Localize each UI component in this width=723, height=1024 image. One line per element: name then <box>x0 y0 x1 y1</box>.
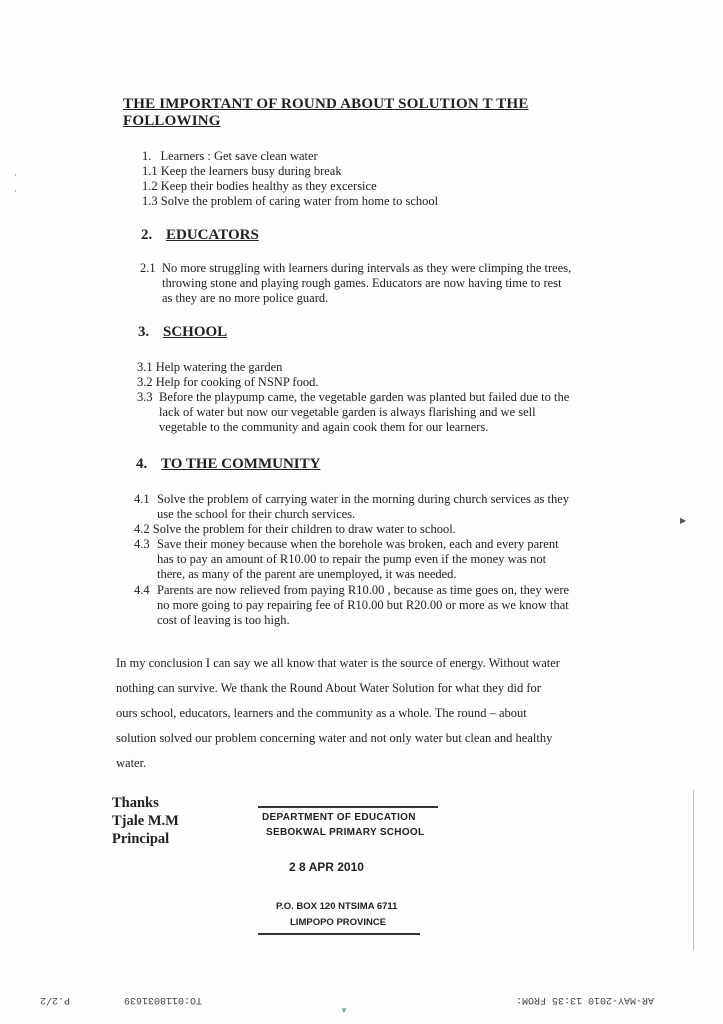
item-text: Learners : Get save clean water <box>160 149 318 163</box>
item-text: Keep their bodies healthy as they excersice <box>160 179 377 193</box>
conclusion-line: solution solved our problem concerning water and not only water but clean and healthy <box>116 731 553 745</box>
scan-dot: · <box>14 170 17 180</box>
document-title: THE IMPORTANT OF ROUND ABOUT SOLUTION T THE FOLLOWING <box>123 96 529 129</box>
item-line: has to pay an amount of R10.00 to repair the pump even if the money was not <box>157 552 547 566</box>
item-text: Solve the problem of caring water from home to school <box>160 194 439 208</box>
item-line: as they are no more police guard. <box>162 291 329 305</box>
item-number: 3.3 <box>137 390 153 404</box>
item-number: 1.3 <box>142 194 158 208</box>
list-item <box>140 261 156 276</box>
item-number: 1.2 <box>142 179 158 193</box>
stamp-date: 2 8 APR 2010 <box>289 860 364 874</box>
conclusion-line: nothing can survive. We thank the Round About Water Solution for what they did for <box>116 681 541 695</box>
item-number: 1.1 <box>142 164 158 178</box>
section-number: 4. <box>136 456 148 472</box>
item-text: Help watering the garden <box>155 360 283 374</box>
scan-triangle-icon: ▼ <box>340 1006 348 1015</box>
item-text: Solve the problem for their children to draw water to school. <box>152 522 456 536</box>
item-line: Parents are now relieved from paying R10.00 , because as time goes on, they were <box>157 583 570 597</box>
section-title: SCHOOL <box>163 324 228 340</box>
item-number: 4.4 <box>134 583 150 597</box>
item-number: 4.1 <box>134 492 150 506</box>
list-item <box>137 360 282 375</box>
conclusion-line: ours school, educators, learners and the community as a whole. The round – about <box>116 706 527 720</box>
list-item <box>137 375 318 390</box>
fax-timestamp: AR-MAY-2010 13:35 FROM: <box>516 994 655 1005</box>
section-heading-educators <box>141 227 259 244</box>
section-heading-school <box>138 324 227 341</box>
list-item <box>142 179 377 194</box>
scan-arrow-icon: ▶ <box>680 516 687 525</box>
item-line: throwing stone and playing rough games. Educators are now having time to rest <box>162 276 562 290</box>
section-number: 3. <box>138 324 150 340</box>
item-text: Help for cooking of NSNP food. <box>155 375 319 389</box>
list-item <box>137 390 153 405</box>
stamp-province: LIMPOPO PROVINCE <box>290 917 387 928</box>
conclusion-line: In my conclusion I can say we all know that water is the source of energy. Without water <box>116 656 560 670</box>
fax-page-number: P.2/2 <box>40 994 71 1005</box>
item-line: Save their money because when the borehole was broken, each and every parent <box>157 537 559 551</box>
scan-dot: · <box>14 186 17 196</box>
signature-name: Tjale M.M <box>112 813 179 829</box>
section-title: TO THE COMMUNITY <box>161 456 321 472</box>
item-line: lack of water but now our vegetable garden is always flarishing and we sell <box>159 405 536 419</box>
item-line: Solve the problem of carrying water in the morning during church services as they <box>157 492 570 506</box>
signature-block <box>112 794 179 848</box>
stamp-school: SEBOKWAL PRIMARY SCHOOL <box>266 827 425 838</box>
list-item <box>142 149 318 164</box>
conclusion-line: water. <box>116 756 147 770</box>
signature-role: Principal <box>112 831 170 847</box>
stamp-rule <box>258 806 438 808</box>
item-text: Keep the learners busy during break <box>160 164 342 178</box>
list-item <box>142 164 342 179</box>
item-line: vegetable to the community and again cook them for our learners. <box>159 420 489 434</box>
item-number: 3.1 <box>137 360 153 374</box>
stamp-department: DEPARTMENT OF EDUCATION <box>262 812 416 823</box>
item-number: 4.2 <box>134 522 150 536</box>
list-item <box>134 537 150 552</box>
stamp-rule <box>258 933 420 935</box>
section-number: 2. <box>141 227 153 243</box>
item-number: 4.3 <box>134 537 150 551</box>
list-item <box>142 194 438 209</box>
section-heading-community <box>136 456 320 473</box>
list-item <box>134 583 150 598</box>
section-title: EDUCATORS <box>166 227 259 243</box>
item-line: No more struggling with learners during intervals as they were climping the trees, <box>162 261 572 275</box>
fax-to-number: TO:0118031639 <box>124 994 203 1005</box>
item-line: Before the playpump came, the vegetable garden was planted but failed due to the <box>159 390 570 404</box>
item-line: use the school for their church services. <box>157 507 356 521</box>
stamp-address: P.O. BOX 120 NTSIMA 6711 <box>276 901 398 912</box>
scan-edge-line <box>693 790 694 950</box>
item-line: there, as many of the parent are unemployed, it was needed. <box>157 567 457 581</box>
item-number: 1. <box>142 149 152 163</box>
item-line: no more going to pay repairing fee of R10.00 but R20.00 or more as we know that <box>157 598 569 612</box>
item-number: 2.1 <box>140 261 156 275</box>
list-item <box>134 492 150 507</box>
signature-thanks: Thanks <box>112 795 159 811</box>
item-number: 3.2 <box>137 375 153 389</box>
list-item <box>134 522 456 537</box>
item-line: cost of leaving is too high. <box>157 613 290 627</box>
